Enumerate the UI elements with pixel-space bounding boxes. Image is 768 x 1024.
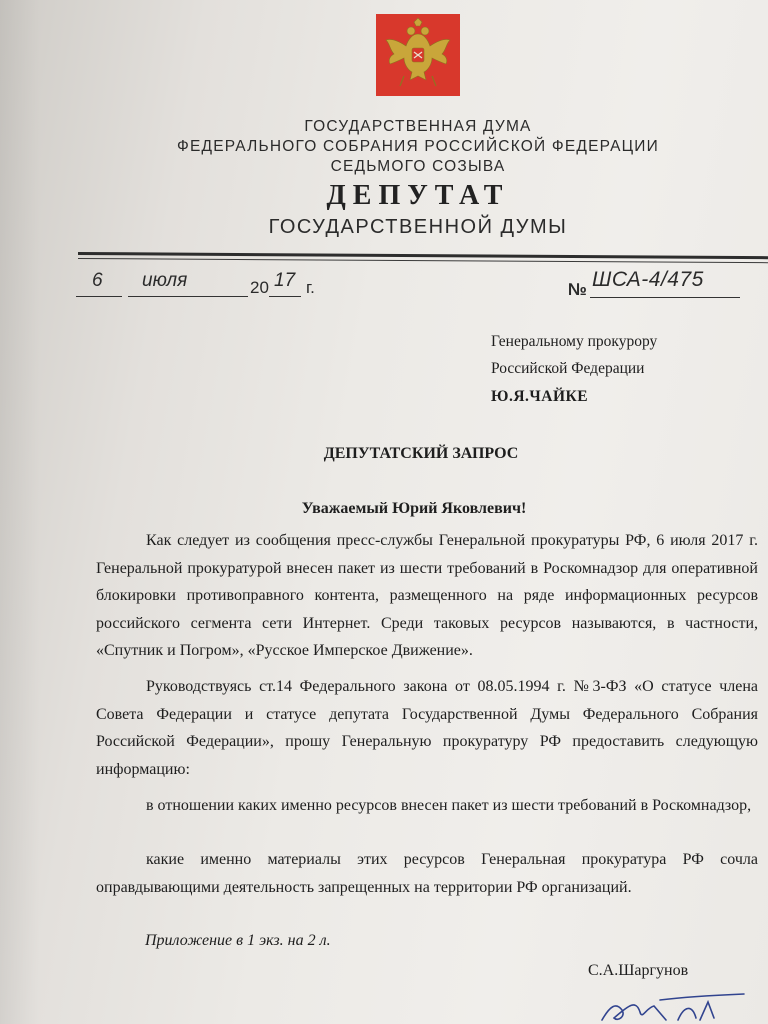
date-month-underline xyxy=(128,296,248,297)
signer-name: С.А.Шаргунов xyxy=(588,962,689,979)
paragraph-2-text: Руководствуясь ст.14 Федерального закона от 08.05.1994 г. №3-ФЗ «О статусе члена Совета Федерации и статусе депутата Государственной Думы Федерального Собрания Российской Федерации», прошу Генеральную прокуратуру РФ предоставить следующую информацию: xyxy=(96,678,758,778)
letterhead-subtitle: ГОСУДАРСТВЕННОЙ ДУМЫ xyxy=(268,216,568,238)
paragraph-2 xyxy=(96,673,758,783)
date-year-prefix: 20 xyxy=(250,278,269,297)
date-year-unit: г. xyxy=(306,278,315,297)
number-label: № xyxy=(568,280,587,299)
document-title: ДЕПУТАТСКИЙ ЗАПРОС xyxy=(323,445,519,462)
letterhead-title: ДЕПУТАТ xyxy=(326,180,510,211)
coat-of-arms-icon xyxy=(376,14,460,96)
letterhead-line-1: ГОСУДАРСТВЕННАЯ ДУМА xyxy=(304,118,532,135)
addressee-name: Ю.Я.ЧАЙКЕ xyxy=(491,388,589,405)
letterhead-line-3: СЕДЬМОГО СОЗЫВА xyxy=(330,158,506,175)
signature-icon xyxy=(596,990,746,1024)
paragraph-3-text: в отношении каких именно ресурсов внесен пакет из шести требований в Роскомнадзор, xyxy=(146,797,752,814)
date-month: июля xyxy=(142,270,188,291)
paragraph-4 xyxy=(96,846,758,901)
date-year-suffix: 17 xyxy=(274,270,296,291)
date-day: 6 xyxy=(92,270,103,291)
addressee-line-1: Генеральному прокурору xyxy=(491,333,658,350)
letterhead-line-2: ФЕДЕРАЛЬНОГО СОБРАНИЯ РОССИЙСКОЙ ФЕДЕРАЦИИ xyxy=(177,138,659,155)
number-value: ШСА-4/475 xyxy=(592,268,704,291)
paragraph-3 xyxy=(96,792,758,820)
date-year-underline xyxy=(269,296,301,297)
paragraph-1-text: Как следует из сообщения пресс-службы Генеральной прокуратуры РФ, 6 июля 2017 г. Генеральной прокуратурой внесен пакет из шести требований в Роскомнадзор для оперативной блокировки противоправного контента, размещенного на ряде информационных ресурсов российского сегмента сети Интернет. Среди таковых ресурсов называются, в частности, «Спутник и Погром», «Русское Имперское Движение». xyxy=(96,532,758,659)
date-day-underline xyxy=(76,296,122,297)
number-underline xyxy=(590,297,740,298)
paragraph-4-text: какие именно материалы этих ресурсов Генеральная прокуратура РФ сочла оправдывающими деятельность запрещенных на территории РФ организаций. xyxy=(96,851,758,896)
paragraph-1 xyxy=(96,527,758,665)
addressee-line-2: Российской Федерации xyxy=(491,360,645,377)
greeting: Уважаемый Юрий Яковлевич! xyxy=(301,500,527,517)
header-rule-thin xyxy=(78,258,768,263)
attachment-note: Приложение в 1 экз. на 2 л. xyxy=(145,932,331,949)
